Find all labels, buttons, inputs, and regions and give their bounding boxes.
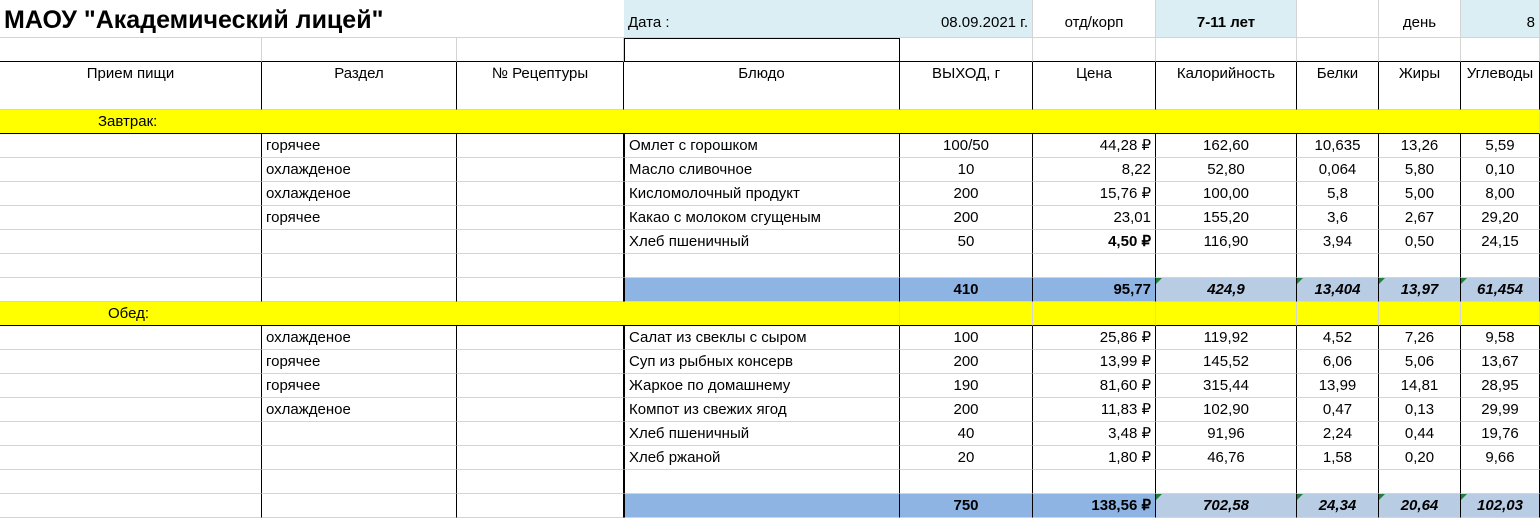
lunch-label[interactable]: Обед: (0, 302, 900, 326)
org-title[interactable]: МАОУ "Академический лицей" (0, 0, 624, 38)
empty-cell[interactable] (1379, 254, 1461, 278)
meal-cell[interactable] (0, 398, 262, 422)
empty-cell[interactable] (262, 470, 457, 494)
empty-cell[interactable] (0, 494, 262, 518)
price-cell[interactable]: 13,99 ₽ (1033, 350, 1156, 374)
table-row (0, 374, 1540, 398)
col-header-recipe[interactable]: № Рецептуры (457, 62, 624, 110)
dish-cell[interactable]: Какао с молоком сгущеным (624, 206, 900, 230)
empty-cell[interactable] (262, 494, 457, 518)
meal-cell[interactable] (0, 134, 262, 158)
meal-cell[interactable] (0, 374, 262, 398)
total-carbs[interactable]: 102,03 (1461, 494, 1540, 518)
meal-cell[interactable] (0, 182, 262, 206)
section-cell[interactable] (262, 446, 457, 470)
col-header-kcal[interactable]: Калорийность (1156, 62, 1297, 110)
empty-cell[interactable] (262, 38, 457, 62)
section-cell[interactable]: горячее (262, 374, 457, 398)
day-value[interactable]: 8 (1461, 0, 1540, 38)
empty-cell[interactable] (262, 278, 457, 302)
col-header-protein[interactable]: Белки (1297, 62, 1379, 110)
empty-cell[interactable] (1033, 470, 1156, 494)
empty-cell[interactable] (1033, 254, 1156, 278)
yield-cell[interactable]: 100 (900, 326, 1033, 350)
day-label[interactable]: день (1379, 0, 1461, 38)
empty-cell[interactable] (900, 254, 1033, 278)
empty-cell[interactable] (624, 470, 900, 494)
total-kcal[interactable]: 702,58 (1156, 494, 1297, 518)
table-row (0, 134, 1540, 158)
empty-cell[interactable] (900, 38, 1033, 62)
carbs-cell[interactable]: 0,10 (1461, 158, 1540, 182)
price-cell[interactable]: 25,86 ₽ (1033, 326, 1156, 350)
recipe-cell[interactable] (457, 374, 624, 398)
yield-cell[interactable]: 100/50 (900, 134, 1033, 158)
header-row (0, 0, 1540, 38)
dish-cell[interactable]: Масло сливочное (624, 158, 900, 182)
empty-cell[interactable] (1297, 38, 1379, 62)
fat-cell[interactable]: 5,06 (1379, 350, 1461, 374)
recipe-cell[interactable] (457, 206, 624, 230)
total-protein[interactable]: 13,404 (1297, 278, 1379, 302)
price-cell[interactable]: 44,28 ₽ (1033, 134, 1156, 158)
dish-cell[interactable]: Хлеб ржаной (624, 446, 900, 470)
price-cell[interactable]: 8,22 (1033, 158, 1156, 182)
empty-cell[interactable] (1297, 0, 1379, 38)
recipe-cell[interactable] (457, 182, 624, 206)
recipe-cell[interactable] (457, 398, 624, 422)
dish-cell[interactable]: Жаркое по домашнему (624, 374, 900, 398)
empty-cell[interactable] (624, 38, 900, 62)
dish-cell[interactable]: Хлеб пшеничный (624, 230, 900, 254)
empty-cell[interactable] (1379, 302, 1461, 326)
empty-cell[interactable] (1297, 254, 1379, 278)
carbs-cell[interactable]: 29,20 (1461, 206, 1540, 230)
empty-cell[interactable] (624, 254, 900, 278)
dept-label[interactable]: отд/корп (1033, 0, 1156, 38)
yield-cell[interactable]: 190 (900, 374, 1033, 398)
empty-cell[interactable] (900, 302, 1033, 326)
col-header-yield[interactable]: ВЫХОД, г (900, 62, 1033, 110)
table-row (0, 206, 1540, 230)
total-dish-cell[interactable] (624, 278, 900, 302)
dish-cell[interactable]: Омлет с горошком (624, 134, 900, 158)
section-cell[interactable]: охлажденое (262, 182, 457, 206)
fat-cell[interactable]: 0,44 (1379, 422, 1461, 446)
recipe-cell[interactable] (457, 230, 624, 254)
col-header-price[interactable]: Цена (1033, 62, 1156, 110)
section-cell[interactable]: горячее (262, 134, 457, 158)
protein-cell[interactable]: 3,94 (1297, 230, 1379, 254)
table-row (0, 182, 1540, 206)
carbs-cell[interactable]: 24,15 (1461, 230, 1540, 254)
section-cell[interactable]: охлажденое (262, 326, 457, 350)
meal-cell[interactable] (0, 230, 262, 254)
dish-cell[interactable]: Суп из рыбных консерв (624, 350, 900, 374)
kcal-cell[interactable]: 155,20 (1156, 206, 1297, 230)
carbs-cell[interactable]: 9,66 (1461, 446, 1540, 470)
total-carbs[interactable]: 61,454 (1461, 278, 1540, 302)
yield-cell[interactable]: 20 (900, 446, 1033, 470)
empty-cell[interactable] (1379, 38, 1461, 62)
protein-cell[interactable]: 5,8 (1297, 182, 1379, 206)
carbs-cell[interactable]: 13,67 (1461, 350, 1540, 374)
empty-cell[interactable] (1033, 38, 1156, 62)
protein-cell[interactable]: 6,06 (1297, 350, 1379, 374)
col-header-fat[interactable]: Жиры (1379, 62, 1461, 110)
age-group[interactable]: 7-11 лет (1156, 0, 1297, 38)
empty-cell[interactable] (1461, 470, 1540, 494)
table-row (0, 398, 1540, 422)
price-cell[interactable]: 11,83 ₽ (1033, 398, 1156, 422)
date-label[interactable]: Дата : (624, 0, 900, 38)
total-fat[interactable]: 20,64 (1379, 494, 1461, 518)
protein-cell[interactable]: 13,99 (1297, 374, 1379, 398)
empty-cell[interactable] (262, 254, 457, 278)
table-row-empty (0, 470, 1540, 494)
fat-cell[interactable]: 14,81 (1379, 374, 1461, 398)
yield-cell[interactable]: 200 (900, 398, 1033, 422)
fat-cell[interactable]: 5,80 (1379, 158, 1461, 182)
empty-cell[interactable] (457, 38, 624, 62)
dish-cell[interactable]: Кисломолочный продукт (624, 182, 900, 206)
empty-cell[interactable] (1156, 470, 1297, 494)
empty-cell[interactable] (1461, 254, 1540, 278)
meal-cell[interactable] (0, 350, 262, 374)
recipe-cell[interactable] (457, 446, 624, 470)
meal-cell[interactable] (0, 206, 262, 230)
empty-cell[interactable] (457, 278, 624, 302)
kcal-cell[interactable]: 52,80 (1156, 158, 1297, 182)
price-cell[interactable]: 23,01 (1033, 206, 1156, 230)
yield-cell[interactable]: 40 (900, 422, 1033, 446)
price-cell[interactable]: 15,76 ₽ (1033, 182, 1156, 206)
empty-cell[interactable] (0, 470, 262, 494)
total-row (0, 278, 1540, 302)
table-row-empty (0, 254, 1540, 278)
meal-cell[interactable] (0, 446, 262, 470)
total-protein[interactable]: 24,34 (1297, 494, 1379, 518)
col-header-section[interactable]: Раздел (262, 62, 457, 110)
price-cell[interactable]: 3,48 ₽ (1033, 422, 1156, 446)
fat-cell[interactable]: 0,13 (1379, 398, 1461, 422)
kcal-cell[interactable]: 100,00 (1156, 182, 1297, 206)
carbs-cell[interactable]: 29,99 (1461, 398, 1540, 422)
kcal-cell[interactable]: 119,92 (1156, 326, 1297, 350)
section-cell[interactable]: охлажденое (262, 398, 457, 422)
carbs-cell[interactable]: 19,76 (1461, 422, 1540, 446)
empty-cell[interactable] (0, 278, 262, 302)
empty-cell[interactable] (0, 254, 262, 278)
meal-cell[interactable] (0, 326, 262, 350)
total-fat[interactable]: 13,97 (1379, 278, 1461, 302)
fat-cell[interactable]: 5,00 (1379, 182, 1461, 206)
kcal-cell[interactable]: 315,44 (1156, 374, 1297, 398)
dish-cell[interactable]: Салат из свеклы с сыром (624, 326, 900, 350)
empty-cell[interactable] (900, 470, 1033, 494)
fat-cell[interactable]: 0,20 (1379, 446, 1461, 470)
empty-cell[interactable] (1461, 302, 1540, 326)
meal-cell[interactable] (0, 158, 262, 182)
kcal-cell[interactable]: 162,60 (1156, 134, 1297, 158)
kcal-cell[interactable]: 91,96 (1156, 422, 1297, 446)
yield-cell[interactable]: 50 (900, 230, 1033, 254)
kcal-cell[interactable]: 102,90 (1156, 398, 1297, 422)
yield-cell[interactable]: 200 (900, 350, 1033, 374)
carbs-cell[interactable]: 28,95 (1461, 374, 1540, 398)
empty-cell[interactable] (1379, 470, 1461, 494)
spacer-row (0, 38, 1540, 62)
section-cell[interactable]: охлажденое (262, 158, 457, 182)
kcal-cell[interactable]: 116,90 (1156, 230, 1297, 254)
section-cell[interactable] (262, 230, 457, 254)
empty-cell[interactable] (0, 38, 262, 62)
protein-cell[interactable]: 3,6 (1297, 206, 1379, 230)
table-row (0, 446, 1540, 470)
total-yield[interactable]: 410 (900, 278, 1033, 302)
date-value[interactable]: 08.09.2021 г. (900, 0, 1033, 38)
recipe-cell[interactable] (457, 134, 624, 158)
protein-cell[interactable]: 10,635 (1297, 134, 1379, 158)
fat-cell[interactable]: 2,67 (1379, 206, 1461, 230)
yield-cell[interactable]: 200 (900, 182, 1033, 206)
dish-cell[interactable]: Компот из свежих ягод (624, 398, 900, 422)
empty-cell[interactable] (457, 494, 624, 518)
recipe-cell[interactable] (457, 422, 624, 446)
lunch-section-row (0, 302, 1540, 326)
carbs-cell[interactable]: 5,59 (1461, 134, 1540, 158)
price-cell[interactable]: 1,80 ₽ (1033, 446, 1156, 470)
empty-cell[interactable] (1033, 302, 1156, 326)
empty-cell[interactable] (1156, 254, 1297, 278)
recipe-cell[interactable] (457, 158, 624, 182)
table-row (0, 230, 1540, 254)
total-price[interactable]: 138,56 ₽ (1033, 494, 1156, 518)
table-row (0, 158, 1540, 182)
price-cell[interactable]: 81,60 ₽ (1033, 374, 1156, 398)
column-header-row (0, 62, 1540, 110)
col-header-carbs[interactable]: Углеводы (1461, 62, 1540, 110)
carbs-cell[interactable]: 8,00 (1461, 182, 1540, 206)
section-cell[interactable]: горячее (262, 206, 457, 230)
empty-cell[interactable] (1297, 470, 1379, 494)
empty-cell[interactable] (1156, 302, 1297, 326)
breakfast-section-row (0, 110, 1540, 134)
empty-cell[interactable] (457, 470, 624, 494)
protein-cell[interactable]: 4,52 (1297, 326, 1379, 350)
protein-cell[interactable]: 0,064 (1297, 158, 1379, 182)
table-row (0, 422, 1540, 446)
protein-cell[interactable]: 2,24 (1297, 422, 1379, 446)
table-row (0, 350, 1540, 374)
section-cell[interactable]: горячее (262, 350, 457, 374)
total-kcal[interactable]: 424,9 (1156, 278, 1297, 302)
section-cell[interactable] (262, 422, 457, 446)
recipe-cell[interactable] (457, 326, 624, 350)
empty-cell[interactable] (1461, 38, 1540, 62)
empty-cell[interactable] (1297, 302, 1379, 326)
total-row (0, 494, 1540, 518)
meal-cell[interactable] (0, 422, 262, 446)
breakfast-label[interactable]: Завтрак: (0, 110, 1540, 134)
total-yield[interactable]: 750 (900, 494, 1033, 518)
fat-cell[interactable]: 7,26 (1379, 326, 1461, 350)
yield-cell[interactable]: 200 (900, 206, 1033, 230)
empty-cell[interactable] (1156, 38, 1297, 62)
yield-cell[interactable]: 10 (900, 158, 1033, 182)
dish-cell[interactable]: Хлеб пшеничный (624, 422, 900, 446)
fat-cell[interactable]: 0,50 (1379, 230, 1461, 254)
carbs-cell[interactable]: 9,58 (1461, 326, 1540, 350)
protein-cell[interactable]: 0,47 (1297, 398, 1379, 422)
empty-cell[interactable] (457, 254, 624, 278)
recipe-cell[interactable] (457, 350, 624, 374)
kcal-cell[interactable]: 145,52 (1156, 350, 1297, 374)
price-cell[interactable]: 4,50 ₽ (1033, 230, 1156, 254)
col-header-dish[interactable]: Блюдо (624, 62, 900, 110)
total-dish-cell[interactable] (624, 494, 900, 518)
protein-cell[interactable]: 1,58 (1297, 446, 1379, 470)
total-price[interactable]: 95,77 (1033, 278, 1156, 302)
table-row (0, 326, 1540, 350)
fat-cell[interactable]: 13,26 (1379, 134, 1461, 158)
col-header-meal[interactable]: Прием пищи (0, 62, 262, 110)
kcal-cell[interactable]: 46,76 (1156, 446, 1297, 470)
